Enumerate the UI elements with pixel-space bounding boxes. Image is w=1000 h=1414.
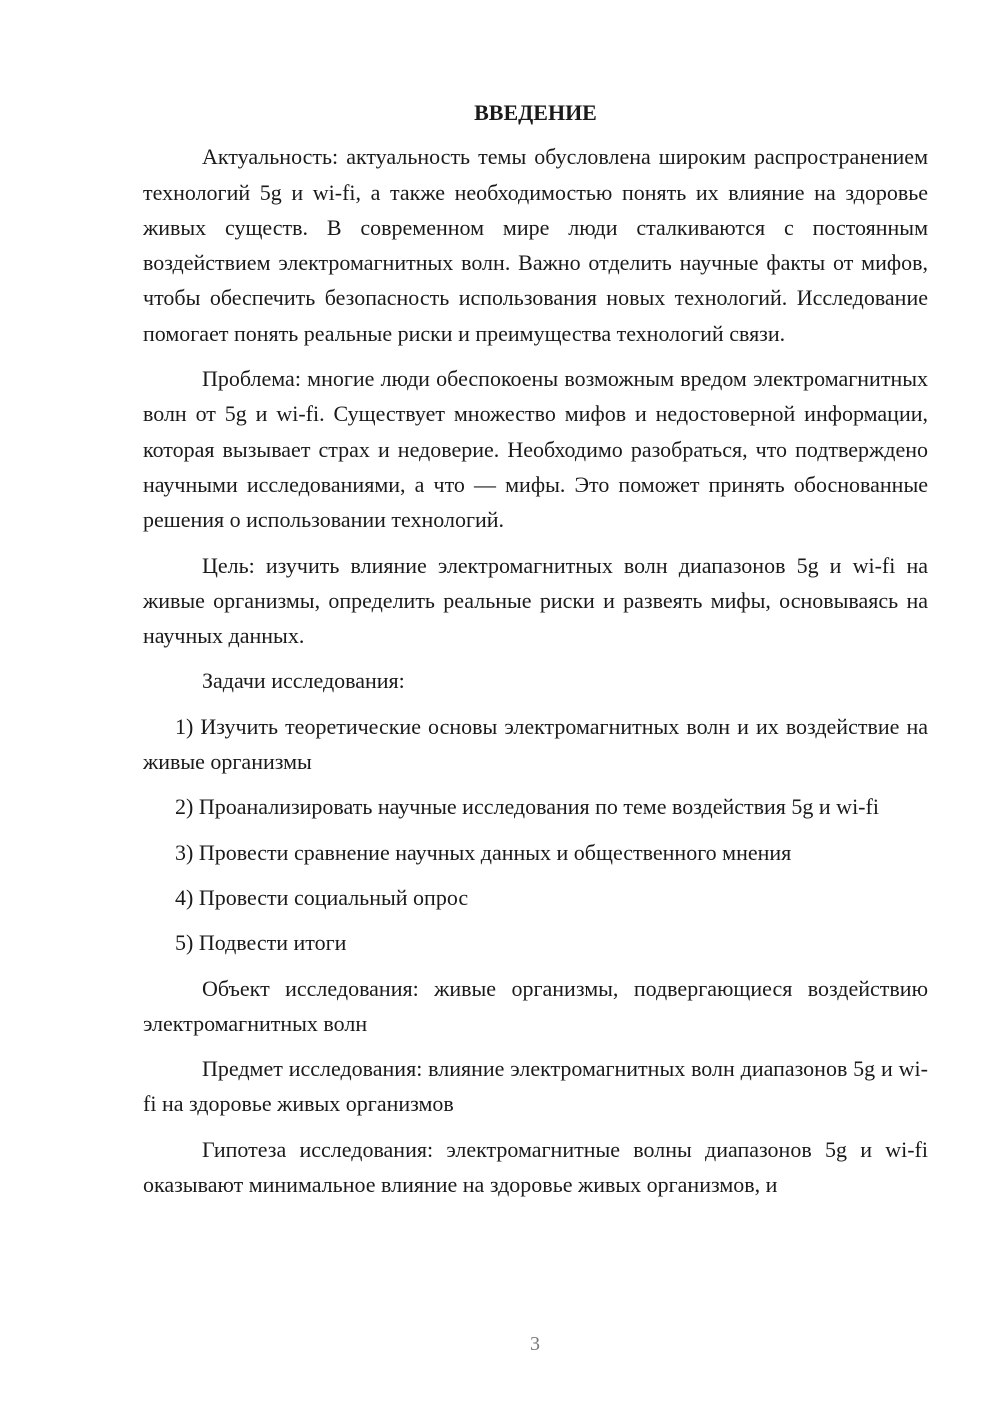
paragraph-problem: Проблема: многие люди обеспокоены возможным вредом электромагнитных волн от 5g и wi-fi. Существует множество мифов и недостоверной информации, которая вызывает страх и недоверие. Необходимо разобраться, что подтверждено научными исследованиями, а что — мифы. Это поможет принять обоснованные решения о использовании технологий. bbox=[143, 366, 928, 533]
tasks-title: Задачи исследования: bbox=[202, 668, 405, 694]
paragraph-subject: Предмет исследования: влияние электромагнитных волн диапазонов 5g и wi-fi на здоровье живых организмов bbox=[143, 1056, 928, 1117]
paragraph-hypothesis: Гипотеза исследования: электромагнитные волны диапазонов 5g и wi-fi оказывают минимальное влияние на здоровье живых организмов, и bbox=[143, 1136, 928, 1198]
paragraph-relevance: Актуальность: актуальность темы обусловлена широким распространением технологий 5g и wi-fi, а также необходимостью понять их влияние на здоровье живых существ. В современном мире люди сталкиваются с постоянным воздействием электромагнитных волн. Важно отделить научные факты от мифов, чтобы обеспечить безопасность использования новых технологий. Исследование помогает понять реальные риски и преимущества технологий связи. bbox=[143, 144, 928, 346]
document-page bbox=[143, 95, 928, 1212]
task-item-5: 5) Подвести итоги bbox=[175, 930, 347, 956]
task-item-1: 1) Изучить теоретические основы электромагнитных волн и их воздействие на живые организмы bbox=[143, 713, 928, 775]
section-heading: ВВЕДЕНИЕ bbox=[474, 100, 597, 125]
task-item-2: 2) Проанализировать научные исследования по теме воздействия 5g и wi-fi bbox=[175, 794, 879, 820]
page-number: 3 bbox=[530, 1333, 540, 1355]
task-item-4: 4) Провести социальный опрос bbox=[175, 884, 469, 910]
paragraph-object: Объект исследования: живые организмы, подвергающиеся воздействию электромагнитных волн bbox=[143, 975, 928, 1036]
paragraph-goal: Цель: изучить влияние электромагнитных волн диапазонов 5g и wi-fi на живые организмы, определить реальные риски и развеять мифы, основываясь на научных данных. bbox=[143, 552, 928, 649]
task-item-3: 3) Провести сравнение научных данных и общественного мнения bbox=[175, 839, 792, 865]
